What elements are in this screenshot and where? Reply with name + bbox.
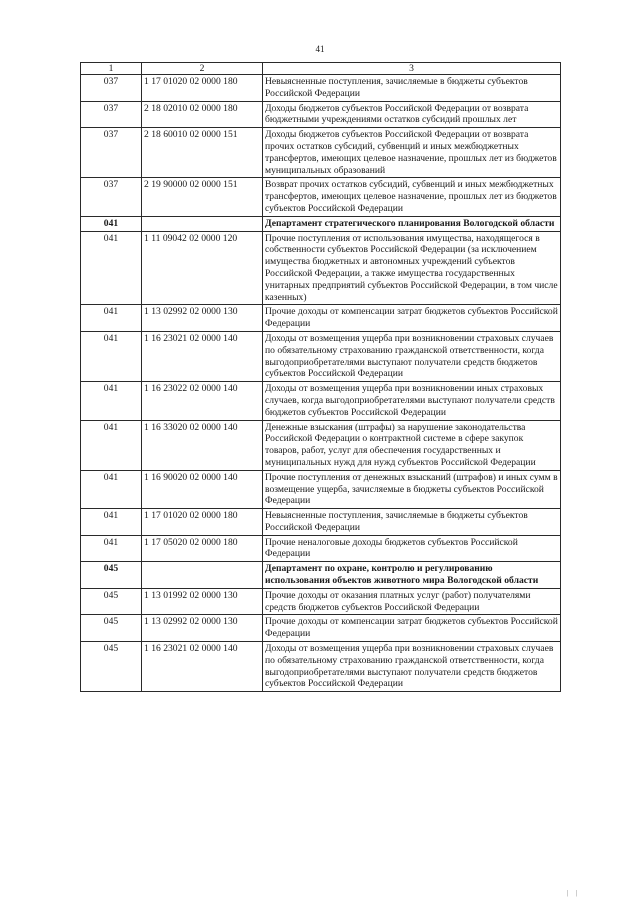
kbk-code-cell: 1 13 02992 02 0000 130 xyxy=(142,305,263,332)
revenue-name-cell: Доходы от возмещения ущерба при возникновении страховых случаев по обязательному страхованию гражданской ответственности, когда выгодоприобретателями выступают получатели средств бюджетов субъектов Российской Федерации xyxy=(263,331,561,381)
revenue-name-cell: Прочие доходы от компенсации затрат бюджетов субъектов Российской Федерации xyxy=(263,305,561,332)
revenue-name-cell: Прочие поступления от использования имущества, находящегося в собственности субъектов Российской Федерации (за исключением имущества бюджетных и автономных учреждений субъектов Российской Федерации, а также имущества государственных унитарных предприятий субъектов Российской Федерации, в том числе казенных) xyxy=(263,231,561,305)
column-header-kbk-code: 2 xyxy=(142,63,263,75)
revenue-name-cell: Департамент по охране, контролю и регулированию использования объектов животного мира Вологодской области xyxy=(263,562,561,589)
kbk-code-cell xyxy=(142,562,263,589)
kbk-code-cell: 2 19 90000 02 0000 151 xyxy=(142,178,263,216)
column-header-admin-code: 1 xyxy=(81,63,142,75)
table-row xyxy=(81,509,561,536)
kbk-code-cell: 1 17 01020 02 0000 180 xyxy=(142,509,263,536)
table-row xyxy=(81,331,561,381)
table-row xyxy=(81,615,561,642)
kbk-code-cell: 1 16 23021 02 0000 140 xyxy=(142,331,263,381)
revenue-name-cell: Невыясненные поступления, зачисляемые в бюджеты субъектов Российской Федерации xyxy=(263,75,561,102)
table-row xyxy=(81,101,561,128)
kbk-code-cell: 1 16 33020 02 0000 140 xyxy=(142,420,263,470)
kbk-code-cell: 2 18 60010 02 0000 151 xyxy=(142,128,263,178)
table-row xyxy=(81,128,561,178)
table-row xyxy=(81,420,561,470)
admin-code-cell: 041 xyxy=(81,216,142,231)
admin-code-cell: 045 xyxy=(81,588,142,615)
revenue-name-cell: Прочие поступления от денежных взысканий (штрафов) и иных сумм в возмещение ущерба, зачисляемые в бюджеты субъектов Российской Федерации xyxy=(263,470,561,508)
admin-code-cell: 041 xyxy=(81,231,142,305)
revenue-name-cell: Доходы от возмещения ущерба при возникновении иных страховых случаев, когда выгодоприобретателями выступают получатели средств бюджетов субъектов Российской Федерации xyxy=(263,382,561,420)
kbk-code-cell: 1 16 90020 02 0000 140 xyxy=(142,470,263,508)
revenue-name-cell: Возврат прочих остатков субсидий, субвенций и иных межбюджетных трансфертов, имеющих целевое назначение, прошлых лет из бюджетов субъектов Российской Федерации xyxy=(263,178,561,216)
admin-code-cell: 045 xyxy=(81,642,142,692)
revenue-name-cell: Доходы бюджетов субъектов Российской Федерации от возврата бюджетными учреждениями остатков субсидий прошлых лет xyxy=(263,101,561,128)
table-header-row xyxy=(81,63,561,75)
table-row xyxy=(81,382,561,420)
admin-code-cell: 037 xyxy=(81,101,142,128)
kbk-code-cell: 1 11 09042 02 0000 120 xyxy=(142,231,263,305)
table-row xyxy=(81,535,561,562)
revenue-name-cell: Прочие доходы от оказания платных услуг (работ) получателями средств бюджетов субъектов Российской Федерации xyxy=(263,588,561,615)
department-row xyxy=(81,562,561,589)
scan-corner-mark: | | xyxy=(566,889,580,897)
revenue-name-cell: Доходы от возмещения ущерба при возникновении страховых случаев по обязательному страхованию гражданской ответственности, когда выгодоприобретателями выступают получатели средств бюджетов субъектов Российской Федерации xyxy=(263,642,561,692)
admin-code-cell: 045 xyxy=(81,562,142,589)
revenue-name-cell: Доходы бюджетов субъектов Российской Федерации от возврата прочих остатков субсидий, субвенций и иных межбюджетных трансфертов, имеющих целевое назначение, прошлых лет из бюджетов муниципальных образований xyxy=(263,128,561,178)
revenue-name-cell: Департамент стратегического планирования Вологодской области xyxy=(263,216,561,231)
kbk-code-cell: 1 13 02992 02 0000 130 xyxy=(142,615,263,642)
table-row xyxy=(81,642,561,692)
kbk-code-cell: 1 16 23022 02 0000 140 xyxy=(142,382,263,420)
page-number: 41 xyxy=(315,44,325,54)
table-row xyxy=(81,588,561,615)
kbk-code-cell: 1 13 01992 02 0000 130 xyxy=(142,588,263,615)
admin-code-cell: 041 xyxy=(81,509,142,536)
revenue-name-cell: Прочие доходы от компенсации затрат бюджетов субъектов Российской Федерации xyxy=(263,615,561,642)
admin-code-cell: 045 xyxy=(81,615,142,642)
admin-code-cell: 041 xyxy=(81,420,142,470)
kbk-code-cell: 1 17 01020 02 0000 180 xyxy=(142,75,263,102)
table-row xyxy=(81,305,561,332)
table-row xyxy=(81,75,561,102)
kbk-code-cell xyxy=(142,216,263,231)
revenue-classification-table xyxy=(80,62,561,692)
admin-code-cell: 037 xyxy=(81,75,142,102)
kbk-code-cell: 1 16 23021 02 0000 140 xyxy=(142,642,263,692)
admin-code-cell: 041 xyxy=(81,535,142,562)
kbk-code-cell: 1 17 05020 02 0000 180 xyxy=(142,535,263,562)
admin-code-cell: 041 xyxy=(81,305,142,332)
department-row xyxy=(81,216,561,231)
table-row xyxy=(81,470,561,508)
revenue-name-cell: Прочие неналоговые доходы бюджетов субъектов Российской Федерации xyxy=(263,535,561,562)
revenue-name-cell: Невыясненные поступления, зачисляемые в бюджеты субъектов Российской Федерации xyxy=(263,509,561,536)
table-row xyxy=(81,231,561,305)
admin-code-cell: 041 xyxy=(81,470,142,508)
kbk-code-cell: 2 18 02010 02 0000 180 xyxy=(142,101,263,128)
admin-code-cell: 041 xyxy=(81,382,142,420)
admin-code-cell: 037 xyxy=(81,128,142,178)
revenue-name-cell: Денежные взыскания (штрафы) за нарушение законодательства Российской Федерации о контрактной системе в сфере закупок товаров, работ, услуг для обеспечения государственных и муниципальных нужд для нужд субъектов Российской Федерации xyxy=(263,420,561,470)
admin-code-cell: 041 xyxy=(81,331,142,381)
column-header-name: 3 xyxy=(263,63,561,75)
table-row xyxy=(81,178,561,216)
admin-code-cell: 037 xyxy=(81,178,142,216)
